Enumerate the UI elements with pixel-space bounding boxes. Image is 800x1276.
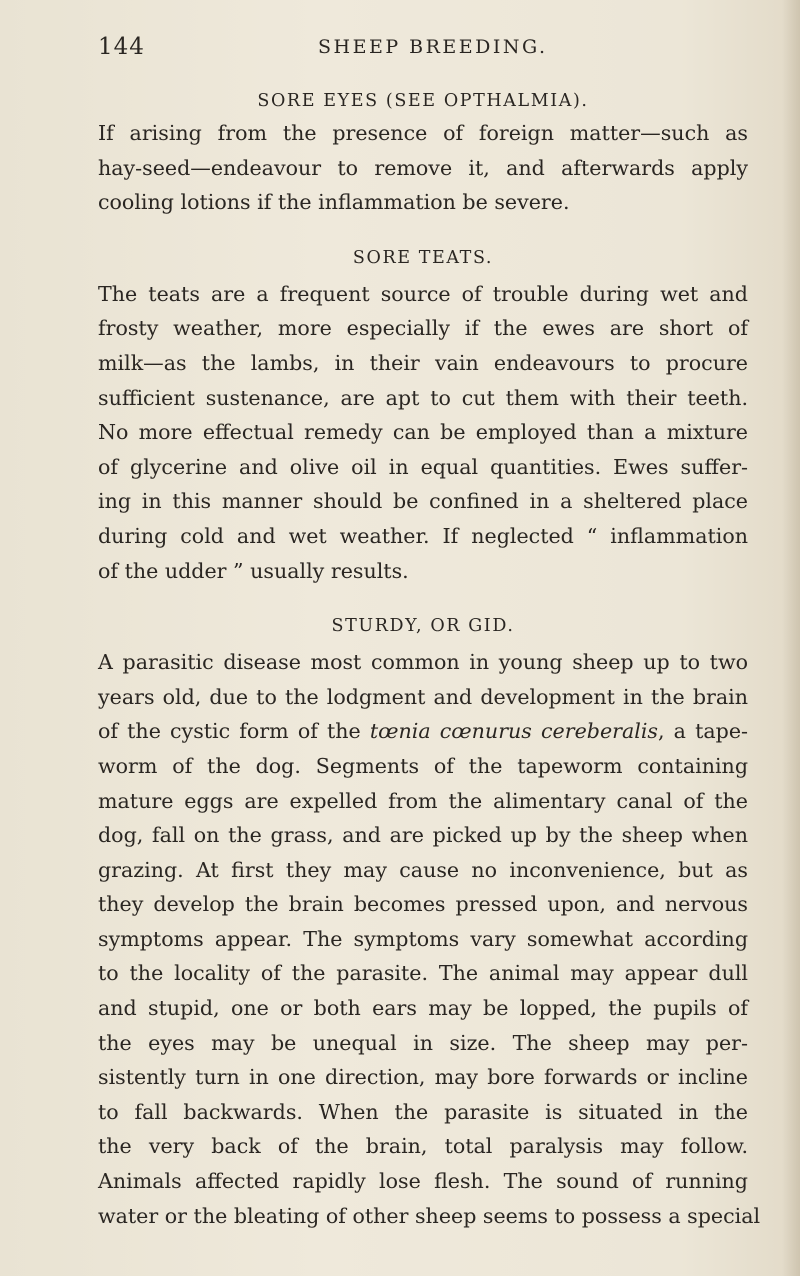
- text-line: years old, due to the lodgment and development in the brain: [98, 684, 748, 709]
- section-heading: STURDY, OR GID.: [331, 616, 515, 637]
- section-heading: SORE EYES (SEE OPTHALMIA).: [257, 91, 589, 111]
- text-line: cooling lotions if the inflammation be severe.: [98, 190, 570, 215]
- text-line: they develop the brain becomes pressed upon, and nervous: [98, 892, 748, 917]
- section-paragraph: [98, 645, 761, 1233]
- text-line: the eyes may be unequal in size. The sheep may per-: [98, 1030, 748, 1055]
- text-line: A parasitic disease most common in young sheep up to two: [98, 650, 748, 675]
- running-head: SHEEP BREEDING.: [318, 36, 548, 58]
- text-line: sufficient sustenance, are apt to cut them with their teeth.: [98, 385, 748, 410]
- text-line: during cold and wet weather. If neglected “ inflammation: [98, 523, 748, 548]
- text-line: mature eggs are expelled from the alimentary canal of the: [98, 788, 748, 813]
- text-line: frosty weather, more especially if the ewes are short of: [98, 316, 748, 341]
- page-body: [98, 86, 761, 1233]
- section-paragraph: [98, 277, 748, 588]
- text-line: ing in this manner should be confined in a sheltered place: [98, 489, 748, 514]
- text-line: milk—as the lambs, in their vain endeavours to procure: [98, 350, 748, 375]
- text-line: of the cystic form of the tœnia cœnurus cereberalis, a tape-: [98, 719, 748, 744]
- page-number: 144: [98, 34, 145, 60]
- text-line: No more effectual remedy can be employed than a mixture: [98, 420, 748, 445]
- text-line: water or the bleating of other sheep seems to possess a special: [98, 1203, 761, 1228]
- text-line: If arising from the presence of foreign matter—such as: [98, 121, 748, 145]
- page-header: [98, 34, 738, 64]
- section-paragraph: [98, 116, 748, 220]
- text-line: Animals affected rapidly lose flesh. The sound of running: [98, 1169, 748, 1194]
- text-line: sistently turn in one direction, may bore forwards or incline: [98, 1065, 748, 1090]
- section-sturdy-or-gid: [98, 611, 761, 1233]
- text-line: to the locality of the parasite. The animal may appear dull: [98, 961, 748, 986]
- text-line: symptoms appear. The symptoms vary somewhat according: [98, 926, 748, 951]
- text-line: the very back of the brain, total paralysis may follow.: [98, 1134, 748, 1159]
- text-line: The teats are a frequent source of trouble during wet and: [98, 281, 748, 306]
- section-sore-eyes: [98, 86, 748, 220]
- section-heading: SORE TEATS.: [352, 247, 494, 268]
- page-edge-shadow: [782, 0, 800, 1276]
- species-name: tœnia cœnurus cereberalis: [369, 719, 658, 744]
- text-line: grazing. At first they may cause no inconvenience, but as: [98, 857, 748, 882]
- text-line: of the udder ” usually results.: [98, 558, 409, 583]
- text-line: hay-seed—endeavour to remove it, and afterwards apply: [98, 155, 748, 180]
- text-line: dog, fall on the grass, and are picked up by the sheep when: [98, 823, 748, 848]
- text-line: to fall backwards. When the parasite is situated in the: [98, 1099, 748, 1124]
- section-sore-teats: [98, 243, 748, 588]
- text-line: worm of the dog. Segments of the tapeworm containing: [98, 753, 748, 778]
- text-line: and stupid, one or both ears may be lopped, the pupils of: [98, 996, 748, 1021]
- text-line: of glycerine and olive oil in equal quantities. Ewes suffer-: [98, 454, 748, 479]
